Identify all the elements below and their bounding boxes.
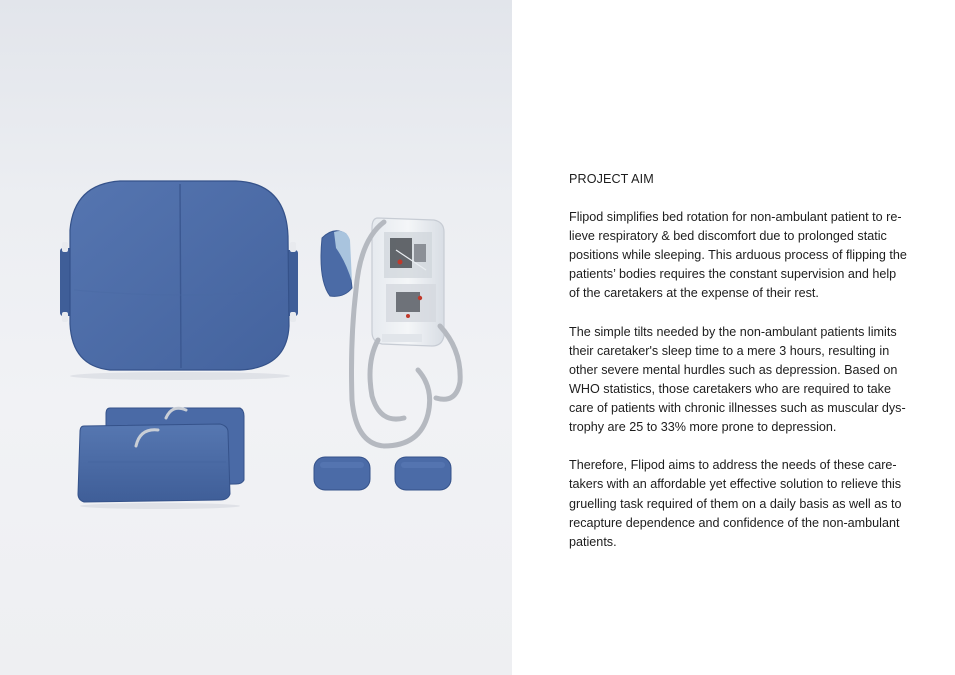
folded-pads bbox=[78, 408, 244, 502]
section-heading: PROJECT AIM bbox=[569, 172, 654, 186]
small-pads bbox=[314, 457, 451, 490]
project-aim-section bbox=[569, 170, 909, 571]
aim-paragraph-2: The simple tilts needed by the non-ambulant patients limits their caretaker's sleep time to a mere 3 hours, resulting in other severe mental hurdles such as depression. Based on WHO statistics, those caretakers who are required to take care of patients with chronic illnesses such as muscular dys-trophy are 25 to 33% more prone to depression. bbox=[569, 324, 906, 435]
aim-paragraph-3: Therefore, Flipod aims to address the needs of these care-takers with an affordable yet effective solution to relieve this gruelling task required of them on a daily basis as well as to recapture dependence and confidence of the non-ambulant patients. bbox=[569, 458, 902, 549]
pump-housing bbox=[372, 218, 444, 346]
aim-paragraph-1: Flipod simplifies bed rotation for non-ambulant patient to re-lieve respiratory & bed discomfort due to prolonged static positions while sleeping. This arduous process of flipping the patients’ bodies requires the constant supervision and help of the caretakers at the expense of their rest. bbox=[569, 210, 907, 301]
rolled-strap bbox=[321, 231, 352, 297]
seat-cushion bbox=[60, 181, 298, 370]
